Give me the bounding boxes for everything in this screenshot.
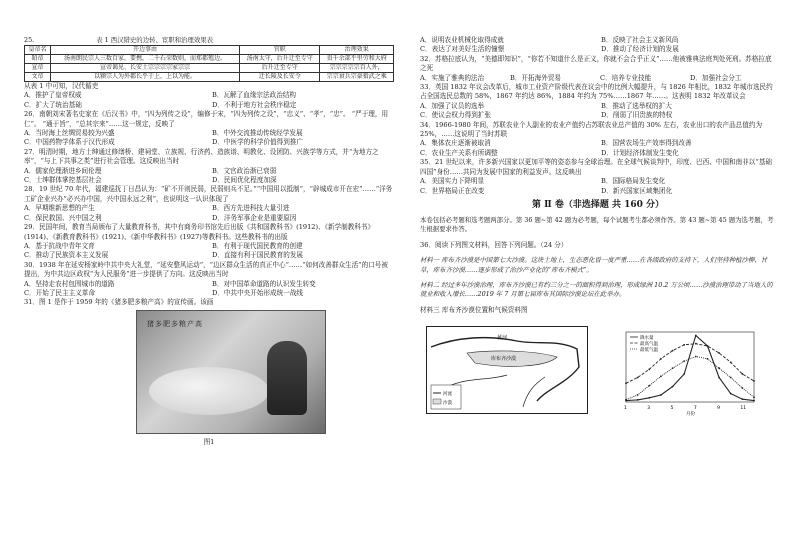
data-point — [648, 385, 650, 387]
data-point — [683, 344, 685, 346]
q27-stem: 27．明清时期，地方士绅通过修缮桥、建祠堂、立族规、行济药、造族谱、明教化、设团防、兴族学等方式，并“为地方之率”，“与上下共事之类”进行社会管理。这反映出当时 — [24, 147, 379, 166]
data-point — [718, 377, 720, 379]
option: C．世界格局正在改变 — [420, 186, 485, 195]
option: A．说明农业机械化取得成就 — [420, 36, 504, 44]
propaganda-poster-image — [136, 310, 326, 434]
data-point — [660, 394, 662, 396]
option: B．有利于现代国民教育的创建 — [212, 241, 303, 250]
option: C．中国药物学体系于汉代形成 — [24, 138, 115, 147]
data-point — [672, 368, 674, 370]
legend-label: 最高气温 — [640, 342, 658, 348]
option: C．培养专业技能 — [600, 73, 652, 82]
poster-banner: 猪多肥多粮产高 — [147, 319, 203, 328]
option: D．不利于地方社会秩序稳定 — [212, 100, 297, 109]
data-point — [683, 361, 685, 363]
data-point — [637, 377, 639, 379]
option: B．开拓海外贸易 — [510, 73, 562, 82]
q30-options — [24, 280, 394, 299]
x-tick-label: 1 — [624, 406, 627, 412]
x-tick-label: 7 — [693, 406, 697, 412]
option: B．西方先进科技大量引进 — [212, 204, 290, 213]
data-point — [625, 399, 627, 401]
option: D．中医学的科学价值得到推广 — [212, 138, 304, 147]
section-instructions: 本卷包括必考题和选考题两部分。第 36 题~第 42 题为必考题，每个试题考生都必须作答。第 43 题~第 45 题为选考题，考生根据要求作答。 — [420, 216, 774, 234]
option: A．早期维新思想的产生 — [24, 204, 95, 213]
x-tick-label: 3 — [647, 406, 651, 412]
q35-stem: 35．21 世纪以来，许多新兴国家以更加平等的姿态参与全球治理。在全球气候谈判中，印度、巴西、中国和南非以“基础四国”身份……共同为发展中国家的利益发声。这反映出 — [420, 158, 772, 176]
option: A．推护了皇帝权威 — [24, 91, 82, 100]
section-title: 第 Ⅱ 卷（非选择题 共 160 分） — [531, 199, 665, 210]
x-tick-label: 9 — [717, 406, 720, 412]
q34-stem: 34．1966-1980 年间，苏联农业个人副业的农业产值约占苏联农业总产值的 30% 左右，农业出口的农产品总值约为 25%，……这说明了当时苏联 — [420, 120, 763, 139]
option: A．集体农庄逐渐被取消 — [420, 139, 491, 148]
option: D．中共中央开始形成统一战线 — [212, 288, 304, 297]
q25-header: 皇帝名 — [25, 46, 51, 55]
q26-stem: 26．南朝刘宋著名史家在《后汉书》中，“四为列传之设”，编修于宋，“四为列传之设”，“忠义”、“孝”，“忠”。 “严于理，用仁”。 “通于旨”，“总其宗来”……这一规定，反映了 — [24, 110, 389, 128]
q30-stem: 30．1938 年在延安杨家岭中共中央大礼堂，“延安整风运动”，“边区群众生活的真正中心”……“如何改善群众生活”的口号被提出，为中共边区政权“为人民服务”进一步提供了方向。这反映出当时 — [24, 260, 388, 279]
min-temp-line — [626, 357, 754, 400]
q25-table-title: 表 1 西汉错史的边转、宦职和治理效果表 — [96, 36, 213, 44]
option: C．农业生产关系有所调整 — [420, 148, 498, 157]
material-two: 材料二 经过多年沙漠治理，库布齐沙漠已有约三分之一的面积得到治理，形成绿洲 10.2 万公顷……沙漠治理带动了当地人的就业和收入增长……2019 年 7 月第七届库布其国际沙漠论坛在此举办。 — [420, 281, 773, 299]
map-label: 河流 — [443, 392, 452, 398]
data-point — [753, 400, 755, 402]
data-point — [672, 386, 674, 388]
option: C．使议会权力得到扩张 — [420, 111, 491, 120]
data-point — [730, 393, 732, 395]
option: B．瓦解了血缘宗法政治结构 — [212, 91, 296, 100]
q31-options — [420, 36, 776, 55]
option: D．新兴国家区域集团化 — [601, 186, 673, 195]
option: D．推动了经济计划的发展 — [601, 45, 679, 54]
option: B．推动了选举权的扩大 — [601, 101, 672, 110]
legend-label: 降水量 — [640, 336, 654, 342]
q29-options — [24, 242, 394, 261]
option: B．中外交流推动传统经学发展 — [212, 129, 303, 138]
left-column — [24, 36, 394, 446]
option: B．国际格局发生变化 — [601, 177, 666, 186]
q25-number: 25. — [24, 36, 35, 44]
data-point — [683, 373, 685, 375]
table-row: 文帝 以颍宗人为外郡长乎于上，上以为能。 迁长陵及长安令 宗宗衰兵宗豪猾武之乘 — [25, 73, 394, 82]
data-point — [637, 399, 639, 401]
q35-options — [420, 177, 776, 196]
desert-location-map — [426, 326, 588, 414]
data-point — [741, 387, 743, 389]
q32-options — [420, 74, 776, 83]
q25-caption — [24, 36, 394, 45]
map-label: 沙漠 — [443, 401, 452, 407]
option: C．表达了对美好生活的憧憬 — [420, 45, 505, 54]
q26-options — [24, 129, 394, 148]
option: A．加强了议员的选举 — [420, 101, 485, 110]
q29-stem: 29．民国年间，教育当局颁布了大量教育科书，其中有商务印书馆先后出版《共和国教科书》(1912)、《新学制教科书》(1914)、《新教育教科书》(1921)、《新中华教科书》(1927)等教科书。这些教科书的出版 — [24, 223, 375, 241]
q33-stem: 33．英国 1832 年议会改革后，城市工业资产阶级代表在议会中的比例大幅提升，与 1826 年相比，1832 年城市选民约占全国选民总数的 58%，1867 年约达 86%，1884 年约为 75%……1867 年……。这表明 1832 年改革议会 — [420, 83, 773, 101]
x-axis-label: 月份 — [686, 412, 695, 417]
q31-stem: 31．图 1 是作于 1959 年的《猪多肥多粮产高》的宣传画。该画 — [24, 298, 214, 307]
option: A．当时海上丝绸贸易较为兴盛 — [24, 129, 115, 138]
tributary-path — [523, 377, 545, 407]
data-point — [730, 377, 732, 379]
option: C．扩大了统治基础 — [24, 100, 82, 109]
q25-header: 治理效果 — [320, 46, 394, 55]
option: A．实施了雅典的法治 — [420, 73, 485, 82]
q28-options — [24, 204, 394, 223]
data-point — [707, 345, 709, 347]
data-point — [695, 356, 697, 358]
data-point — [707, 358, 709, 360]
data-point — [660, 376, 662, 378]
q33-options — [420, 102, 776, 121]
data-point — [718, 368, 720, 370]
q27-options — [24, 167, 394, 186]
option: A．美国实力下降明显 — [420, 177, 485, 186]
table-row: 宣帝 宣帝谒见、长安土宗宗宗宗家宗宗 后升迁至专守 宗宗宗宗宗百人外， — [25, 64, 394, 73]
data-point — [753, 397, 755, 399]
material-three-title: 材料三 库布齐沙漠位置和气候资料图 — [420, 306, 528, 315]
x-tick-label: 5 — [670, 406, 674, 412]
q25-header: 官职 — [240, 46, 320, 55]
q25-stem: 从表 1 中可知，汉代循吏 — [24, 82, 99, 90]
x-tick-label: 11 — [740, 406, 747, 412]
data-point — [695, 335, 697, 337]
map-label: 库布齐沙漠 — [491, 356, 517, 363]
option: D．民间优化程度加深 — [212, 176, 277, 185]
q28-stem: 28．19 世纪 70 年代，福建巡抚丁日昌认为：“矿不开则民弱，民弱则兵不足。”“中国用以抵制”，“辟城成市开在宏”……“洋务工矿企业兴办”必兴办中国，兴中国永远之利”，也说明这一认识体现了 — [24, 185, 393, 203]
option: D．加强社会分工 — [690, 73, 742, 82]
data-point — [718, 352, 720, 354]
data-point — [660, 358, 662, 360]
option: C．开始了民主主义革命 — [24, 288, 95, 297]
map-label: 黄河 — [497, 335, 508, 342]
right-column — [420, 36, 776, 418]
option: D．削弱了旧贵族的特权 — [601, 111, 673, 120]
option: B．文官政治渐已衰弱 — [212, 166, 277, 175]
option: D．计划经济体制发生变化 — [601, 148, 679, 157]
option: C．保民救国、兴中国之利 — [24, 213, 102, 222]
q32-stem: 32．苏格拉底认为，“美德即知识”，“你若不知道什么是正义，你就不会合乎正义”……他被雅典法庭判处死刑。苏格拉底之死 — [420, 54, 772, 73]
data-point — [753, 380, 755, 382]
pig-illustration — [149, 367, 269, 415]
q36-stem: 36．阅读下列图文材料，回答下列问题。（24 分） — [420, 240, 568, 249]
data-point — [741, 399, 743, 401]
person-illustration — [267, 341, 307, 415]
option: D．洋务军事企业是重要原因 — [212, 213, 297, 222]
data-point — [741, 373, 743, 375]
option: B．反映了社会主义新风尚 — [601, 36, 679, 44]
climate-chart — [604, 324, 770, 416]
q34-options — [420, 139, 776, 158]
data-point — [625, 383, 627, 385]
data-point — [672, 350, 674, 352]
option: B．对中国革命道路的认识发生转变 — [212, 279, 316, 288]
figure-area — [420, 322, 776, 418]
option: B．国营农场生产效率得到改善 — [601, 139, 692, 148]
data-point — [648, 397, 650, 399]
data-point — [648, 369, 650, 371]
q25-options — [24, 91, 394, 110]
data-point — [637, 394, 639, 396]
legend-label: 最低气温 — [640, 348, 658, 354]
data-point — [695, 343, 697, 345]
data-point — [730, 362, 732, 364]
option: D．直接有利于国民教育的发展 — [212, 251, 304, 260]
option: A．坚持走农村包围城市的道路 — [24, 279, 115, 288]
option: C．推动了民族资本主义发展 — [24, 251, 109, 260]
material-one: 材料一 库布齐沙漠是中国第七大沙漠。这块土地上，生态恶化曾一度严重……在各级政府的支持下，人们坚持种植沙柳、甘草，库布齐沙漠……逐步形成了治沙产业化的“库布齐模式”。 — [420, 256, 768, 274]
option: A．基于抗战中青年文育 — [24, 241, 95, 250]
option: A．儒家伦理渐进乡间伦理 — [24, 166, 102, 175]
option: C．士绅群体掌控基层社会 — [24, 176, 102, 185]
table-row: 昭帝 汤南朗民宗人三数百家，要携，二千石荣数则，而郑都殖边。 汤南太守，后升迁至专守 贵千余部乎里劳和大府 — [25, 55, 394, 64]
q25-table — [24, 45, 394, 82]
figure-caption: 图1 — [203, 437, 215, 446]
q25-header: 开边事由 — [51, 46, 240, 55]
